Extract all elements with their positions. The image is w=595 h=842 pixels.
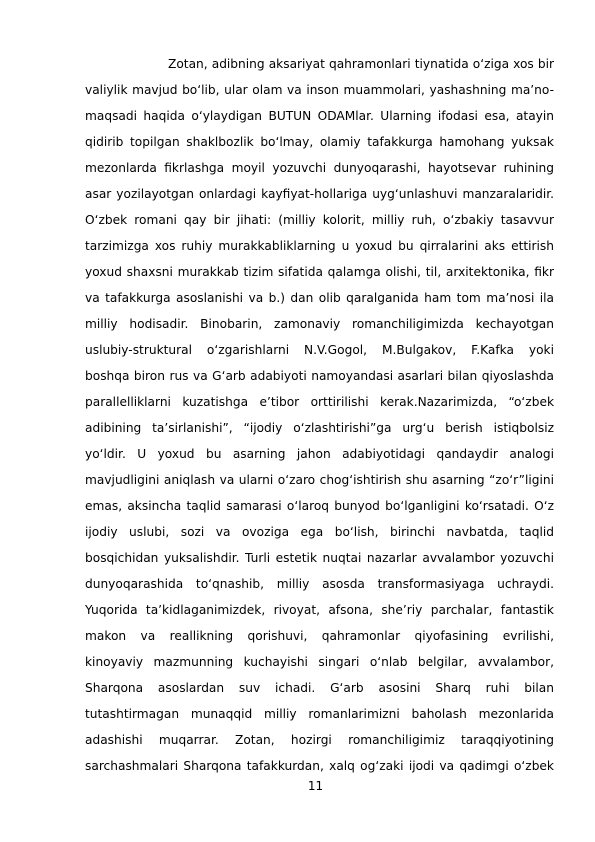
paragraph-line: ijodiy uslubi, sozi va ovoziga ega bo‘lish, birinchi navbatda, taqlid bbox=[85, 525, 554, 539]
paragraph-line: O‘zbek romani qay bir jihati: (milliy kolorit, milliy ruh, o‘zbakiy tasavvur bbox=[85, 213, 554, 227]
paragraph-line: bosqichidan yuksalishdir. Turli estetik nuqtai nazarlar avvalambor yozuvchi bbox=[85, 551, 554, 565]
paragraph-line: milliy hodisadir. Binobarin, zamonaviy romanchiligimizda kechayotgan bbox=[85, 317, 554, 331]
paragraph-line: emas, aksincha taqlid samarasi o‘laroq bunyod bo‘lganligini ko‘rsatadi. O‘z bbox=[85, 499, 554, 513]
paragraph-line: parallelliklarni kuzatishga e’tibor orttirilishi kerak.Nazarimizda, “o‘zbek bbox=[85, 395, 554, 409]
paragraph-line: Zotan, adibning aksariyat qahramonlari tiynatida o‘ziga xos bir bbox=[168, 57, 554, 71]
paragraph-line: makon va reallikning qorishuvi, qahramonlar qiyofasining evrilishi, bbox=[85, 629, 554, 643]
paragraph-line: maqsadi haqida o‘ylaydigan BUTUN ODAMlar. Ularning ifodasi esa, atayin bbox=[85, 109, 554, 123]
paragraph-line: tutashtirmagan munaqqid milliy romanlarimizni baholash mezonlarida bbox=[85, 707, 554, 721]
paragraph-line: yoxud shaxsni murakkab tizim sifatida qalamga olishi, til, arxitektonika, fikr bbox=[85, 265, 554, 279]
paragraph-line: asar yozilayotgan onlardagi kayfiyat-hollariga uyg‘unlashuvi manzaralaridir. bbox=[85, 187, 554, 201]
paragraph-line: boshqa biron rus va G‘arb adabiyoti namoyandasi asarlari bilan qiyoslashda bbox=[85, 369, 554, 383]
paragraph-line: adibining ta’sirlanishi”, “ijodiy o‘zlashtirishi”ga urg‘u berish istiqbolsiz bbox=[85, 421, 554, 435]
paragraph-line: Sharqona asoslardan suv ichadi. G‘arb asosini Sharq ruhi bilan bbox=[85, 681, 554, 695]
paragraph-line: va tafakkurga asoslanishi va b.) dan olib qaralganida ham tom ma’nosi ila bbox=[85, 291, 554, 305]
paragraph-line: kinoyaviy mazmunning kuchayishi singari o‘nlab belgilar, avvalambor, bbox=[85, 655, 554, 669]
paragraph-line: dunyoqarashida to‘qnashib, milliy asosda transformasiyaga uchraydi. bbox=[85, 577, 554, 591]
paragraph-line: adashishi muqarrar. Zotan, hozirgi romanchiligimiz taraqqiyotining bbox=[85, 733, 554, 747]
paragraph-line: mezonlarda fikrlashga moyil yozuvchi dunyoqarashi, hayotsevar ruhining bbox=[85, 161, 554, 175]
paragraph-line: uslubiy-struktural o‘zgarishlarni N.V.Gogol, M.Bulgakov, F.Kafka yoki bbox=[85, 343, 554, 357]
paragraph-line: valiylik mavjud bo‘lib, ular olam va inson muammolari, yashashning ma’no- bbox=[85, 83, 554, 97]
page-number: 11 bbox=[307, 779, 324, 793]
paragraph-line: mavjudligini aniqlash va ularni o‘zaro chog‘ishtirish shu asarning “zo‘r”ligini bbox=[85, 473, 554, 487]
paragraph-line: sarchashmalari Sharqona tafakkurdan, xalq og‘zaki ijodi va qadimgi o‘zbek bbox=[85, 759, 554, 773]
paragraph-line: tarzimizga xos ruhiy murakkabliklarning u yoxud bu qirralarini aks ettirish bbox=[85, 239, 554, 253]
paragraph-line: qidirib topilgan shaklbozlik bo‘lmay, olamiy tafakkurga hamohang yuksak bbox=[85, 135, 554, 149]
paragraph-line: yo‘ldir. U yoxud bu asarning jahon adabiyotidagi qandaydir analogi bbox=[85, 447, 554, 461]
paragraph-line: Yuqorida ta’kidlaganimizdek, rivoyat, afsona, she’riy parchalar, fantastik bbox=[85, 603, 554, 617]
